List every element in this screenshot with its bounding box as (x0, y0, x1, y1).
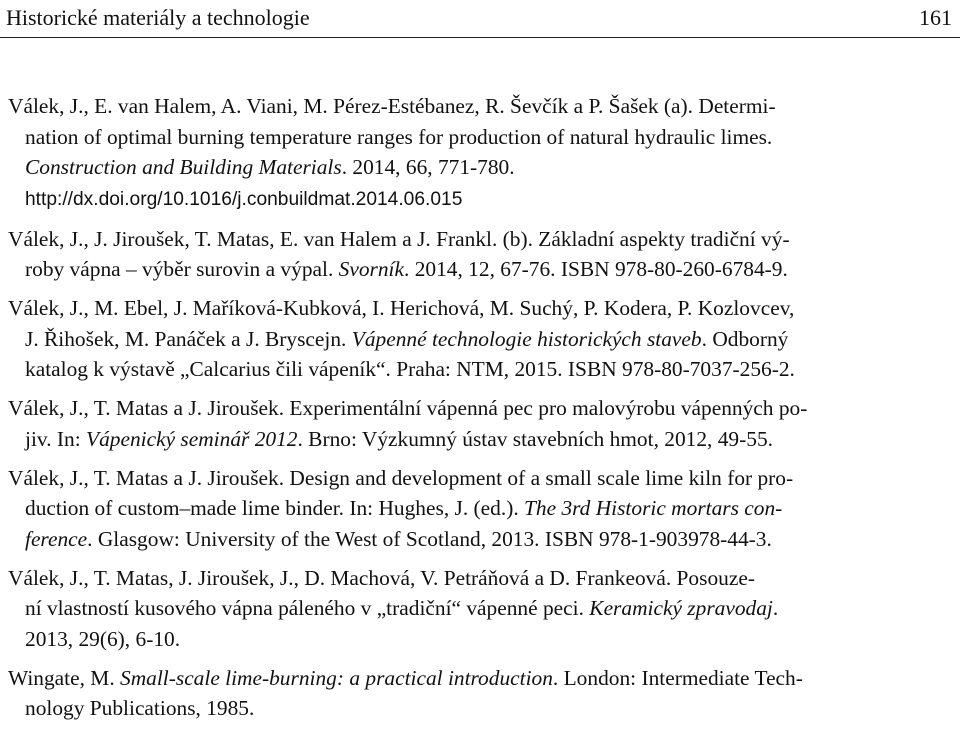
ref-line: nation of optimal burning temperature ranges for production of natural hydraulic limes. Construction and Building Materials. 2014, 66, 771-780. http://dx.doi.org/10.1016/j.conbuildmat.2014.06.015 (25, 124, 773, 210)
ref-line: duction of custom–made lime binder. In: Hughes, J. (ed.). The 3rd Historic mortars con- ference. Glasgow: University of the West of Scotland, 2013. ISBN 978-1-903978-44-3. (25, 496, 783, 551)
journal-title: Construction and Building Materials (25, 155, 342, 179)
reference-entry (8, 563, 952, 655)
ref-line: nology Publications, 1985. (25, 696, 255, 720)
running-title: Historické materiály a technologie (6, 5, 310, 30)
doi-link[interactable]: http://dx.doi.org/10.1016/j.conbuildmat.2014.06.015 (25, 188, 463, 210)
ref-line: Wingate, M. Small-scale lime-burning: a practical introduction. London: Intermediate Tech- (8, 665, 803, 690)
page-number: 161 (919, 5, 952, 30)
proceedings-title: Vápenický seminář 2012 (86, 426, 298, 451)
book-title: Vápenné technologie historických staveb (351, 326, 702, 351)
ref-line: ní vlastností kusového vápna páleného v „tradiční“ vápenné peci. Keramický zpravodaj. 2013, 29(6), 6-10. (25, 596, 779, 651)
reference-list (8, 91, 952, 732)
header-rule (0, 37, 960, 38)
reference-entry (8, 91, 952, 215)
reference-entry (8, 663, 952, 724)
ref-line: roby vápna – výběr surovin a výpal. Svorník. 2014, 12, 67-76. ISBN 978-80-260-6784-9. (25, 257, 788, 281)
ref-line: Válek, J., T. Matas, J. Jiroušek, J., D. Machová, V. Petráňová a D. Frankeová. Posouze- (8, 565, 755, 590)
reference-entry (8, 224, 952, 285)
book-title: Small-scale lime-burning: a practical introduction (120, 665, 553, 690)
ref-line: Válek, J., E. van Halem, A. Viani, M. Pérez-Estébanez, R. Ševčík a P. Šašek (a). Determi- (8, 94, 776, 118)
ref-line: jiv. In: Vápenický seminář 2012. Brno: Výzkumný ústav stavebních hmot, 2012, 49-55. (25, 426, 773, 451)
ref-line: Válek, J., T. Matas a J. Jiroušek. Design and development of a small scale lime kiln for pro- (8, 465, 794, 490)
journal-title: Svorník (338, 257, 404, 281)
proceedings-title: The 3rd Historic mortars con- (524, 496, 783, 520)
ref-line: Válek, J., T. Matas a J. Jiroušek. Experimentální vápenná pec pro malovýrobu vápenných po- (8, 396, 808, 420)
reference-entry (8, 293, 952, 385)
ref-line: Válek, J., M. Ebel, J. Maříková-Kubková, I. Herichová, M. Suchý, P. Kodera, P. Kozlovcev, (8, 296, 795, 320)
reference-entry (8, 393, 952, 454)
journal-title: Keramický zpravodaj (589, 596, 773, 620)
ref-line: J. Řihošek, M. Panáček a J. Bryscejn. Vápenné technologie historických staveb. Odborný katalog k výstavě „Calcarius čili vápeník“. Praha: NTM, 2015. ISBN 978-80-7037-256-2. (25, 326, 795, 381)
reference-entry (8, 463, 952, 555)
ref-line: Válek, J., J. Jiroušek, T. Matas, E. van Halem a J. Frankl. (b). Základní aspekty tradiční vý- (8, 226, 790, 251)
